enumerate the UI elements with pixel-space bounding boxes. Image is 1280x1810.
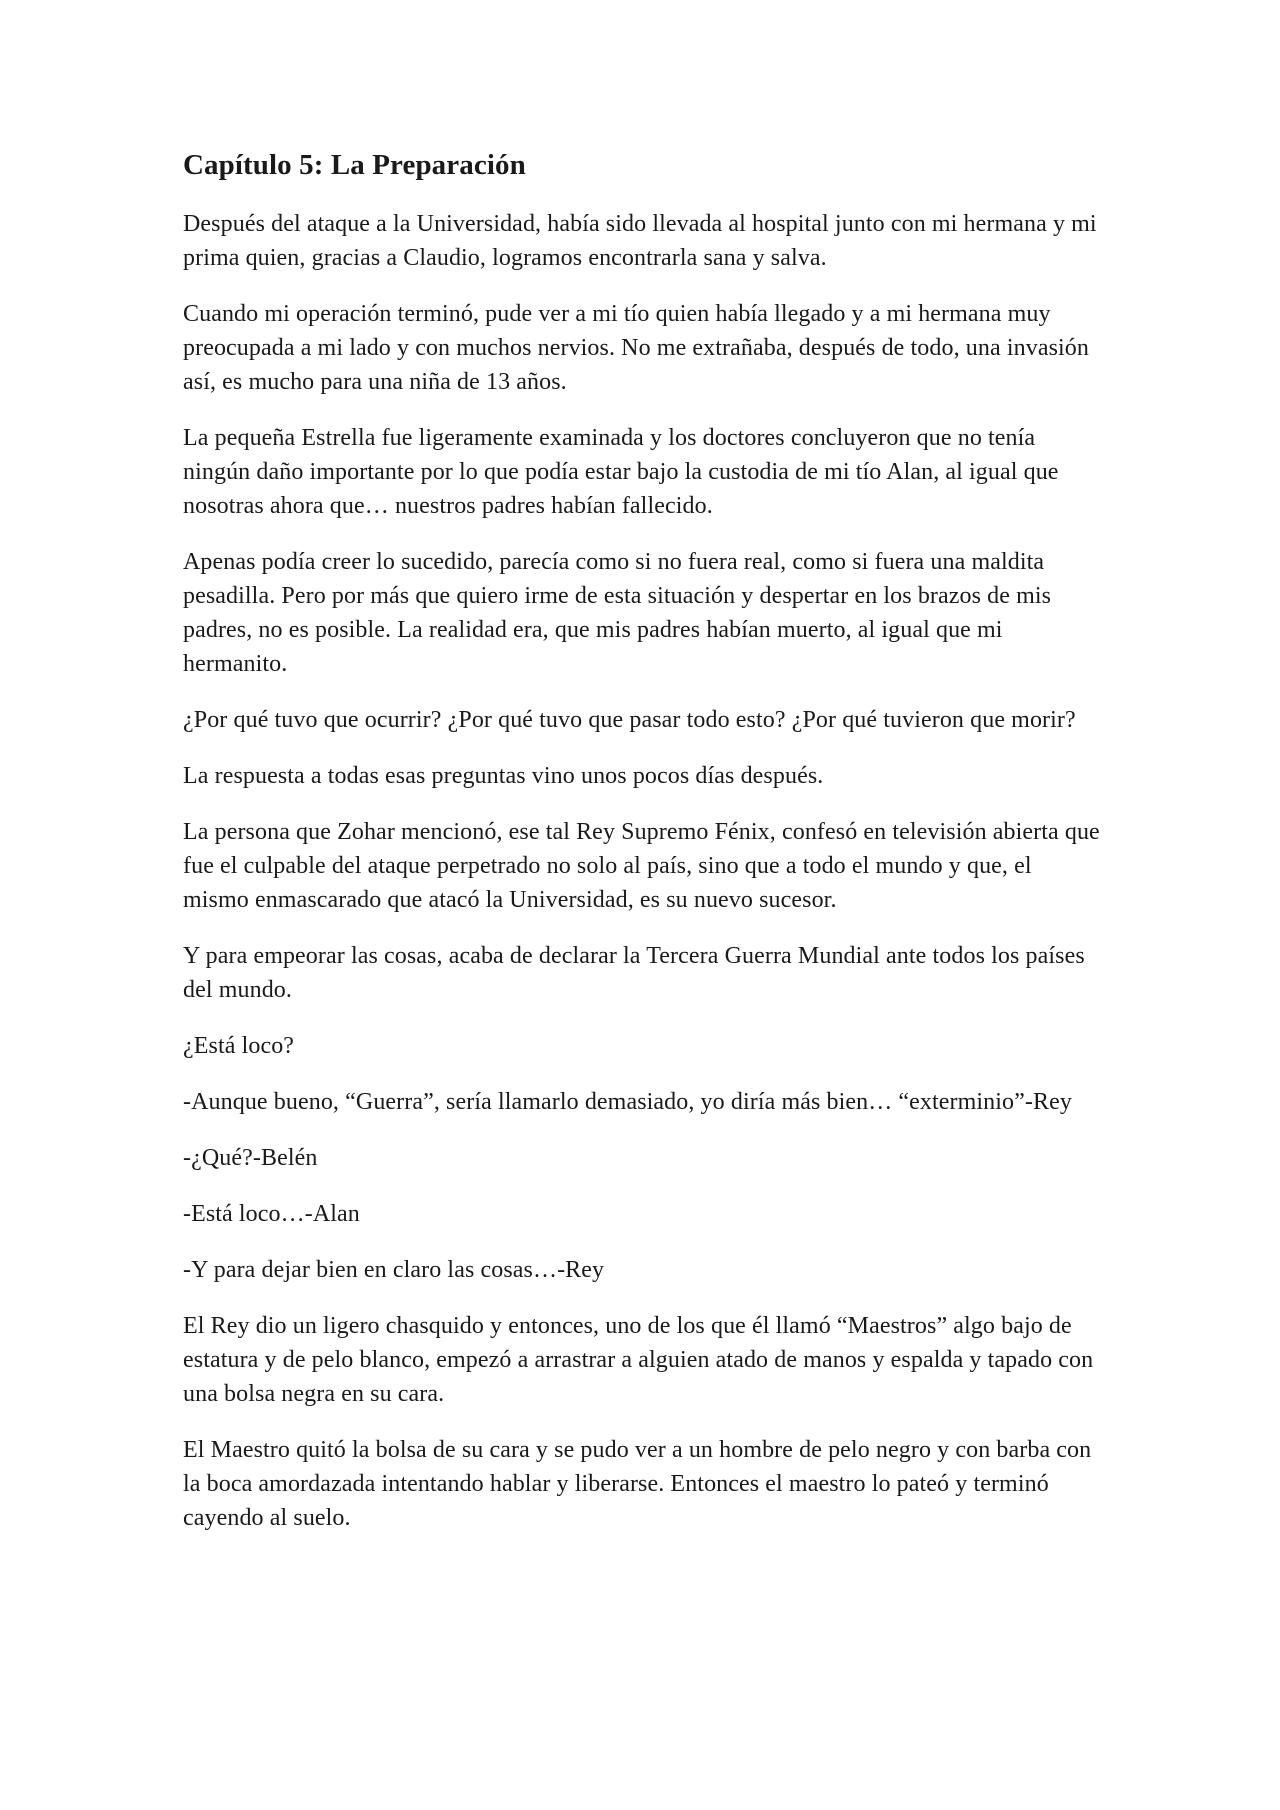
chapter-title: Capítulo 5: La Preparación [183, 149, 526, 181]
document-body [183, 148, 1103, 1557]
paragraph: Apenas podía creer lo sucedido, parecía como si no fuera real, como si fuera una maldita pesadilla. Pero por más que quiero irme de esta situación y despertar en los brazos de mis padres, no es posible. La realidad era, que mis padres habían muerto, al igual que mi hermanito. [183, 548, 1052, 677]
paragraph: ¿Está loco? [183, 1032, 295, 1059]
paragraph: El Maestro quitó la bolsa de su cara y se pudo ver a un hombre de pelo negro y con barba con la boca amordazada intentando hablar y liberarse. Entonces el maestro lo pateó y terminó cayendo al suelo. [183, 1436, 1092, 1531]
paragraph: Y para empeorar las cosas, acaba de declarar la Tercera Guerra Mundial ante todos los países del mundo. [183, 942, 1085, 1003]
dialogue-line: -Está loco…-Alan [183, 1200, 360, 1227]
paragraph: La pequeña Estrella fue ligeramente examinada y los doctores concluyeron que no tenía ningún daño importante por lo que podía estar bajo la custodia de mi tío Alan, al igual que nosotras ahora que… nuestros padres habían fallecido. [183, 424, 1059, 519]
dialogue-line: -Aunque bueno, “Guerra”, sería llamarlo demasiado, yo diría más bien… “exterminio”-Rey [183, 1088, 1072, 1115]
paragraph: ¿Por qué tuvo que ocurrir? ¿Por qué tuvo que pasar todo esto? ¿Por qué tuvieron que morir? [183, 706, 1076, 733]
dialogue-line: -Y para dejar bien en claro las cosas…-Rey [183, 1256, 605, 1283]
paragraph: La respuesta a todas esas preguntas vino unos pocos días después. [183, 762, 824, 789]
dialogue-line: -¿Qué?-Belén [183, 1144, 318, 1171]
paragraph: La persona que Zohar mencionó, ese tal Rey Supremo Fénix, confesó en televisión abierta que fue el culpable del ataque perpetrado no solo al país, sino que a todo el mundo y que, el mismo enmascarado que atacó la Universidad, es su nuevo sucesor. [183, 818, 1100, 913]
paragraph: El Rey dio un ligero chasquido y entonces, uno de los que él llamó “Maestros” algo bajo de estatura y de pelo blanco, empezó a arrastrar a alguien atado de manos y espalda y tapado con una bolsa negra en su cara. [183, 1312, 1094, 1407]
paragraph: Cuando mi operación terminó, pude ver a mi tío quien había llegado y a mi hermana muy preocupada a mi lado y con muchos nervios. No me extrañaba, después de todo, una invasión así, es mucho para una niña de 13 años. [183, 300, 1089, 395]
paragraph: Después del ataque a la Universidad, había sido llevada al hospital junto con mi hermana y mi prima quien, gracias a Claudio, logramos encontrarla sana y salva. [183, 210, 1097, 271]
